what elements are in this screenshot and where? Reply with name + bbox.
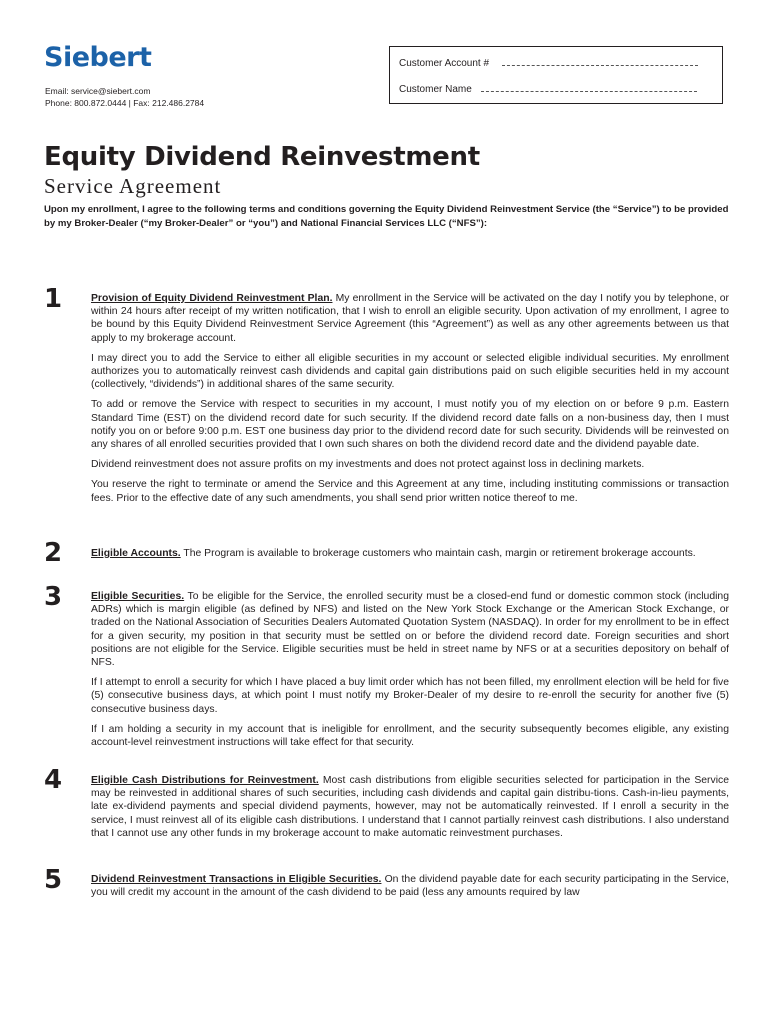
section-number-5: 5 — [44, 865, 63, 895]
section-paragraph: You reserve the right to terminate or amend the Service and this Agreement at any time, including instituting commissions or transaction fees. Prior to the effective date of any such amendments, you shall send prior written notice thereof to me. — [91, 479, 729, 504]
page-subtitle: Service Agreement — [44, 174, 222, 198]
section-text: My enrollment in the Service will be activated on the day I notify you by telephone, or within 24 hours after receipt of my written notification, that I wish to enroll an eligible security. Upon activation of my enrollment, I agree to be bound by this Equity Dividend Reinvestment Service Agreement (this “Agreement”) as well as any other agreements between us that apply to my brokerage account. — [91, 293, 729, 344]
section-paragraph: I may direct you to add the Service to either all eligible securities in my account or selected eligible individual securities. My enrollment authorizes you to automatically reinvest cash dividends and capital gain distributions paid on such eligible securities held in my account (collectively, “dividends”) in additional shares of the same security. — [91, 352, 729, 391]
section-paragraph: If I attempt to enroll a security for which I have placed a buy limit order which has not been filled, my enrollment election will be held for five (5) consecutive business days, at which point I must notify my Broker-Dealer of my desire to re-enroll the security for another five (5) consecutive business days. — [91, 677, 729, 715]
section-paragraph: If I am holding a security in my account that is ineligible for enrollment, and the security subsequently becomes eligible, any existing account-level reinvestment instructions will take effect for that security. — [91, 723, 729, 749]
contact-email: Email: service@siebert.com — [45, 86, 151, 96]
section-paragraph — [91, 774, 729, 840]
section-4 — [91, 774, 729, 847]
customer-name-row — [399, 84, 697, 95]
section-paragraph: To add or remove the Service with respect to securities in my account, I must notify you of my election on or before 9 p.m. Eastern Standard Time (EST) on the dividend record date for such security. If the dividend record date falls on a non-business day, then I must notify you on or before 9:00 p.m. EST one business day prior to the dividend record date for such security. Dividends will be reinvested on any shares of all enrolled securities provided that I own such shares on both the dividend record date and the dividend payable date. — [91, 399, 729, 451]
contact-phone: Phone: 800.872.0444 | Fax: 212.486.2784 — [45, 98, 205, 108]
customer-account-row — [399, 58, 698, 69]
section-paragraph — [91, 547, 729, 560]
siebert-logo: Siebert — [44, 42, 152, 73]
section-number-3: 3 — [44, 582, 63, 612]
section-number-4: 4 — [44, 765, 63, 795]
contact-info — [45, 85, 204, 109]
section-paragraph — [91, 292, 729, 345]
section-heading: Dividend Reinvestment Transactions in Eligible Securities. — [91, 874, 382, 885]
section-paragraph: Dividend reinvestment does not assure profits on my investments and does not protect against loss in declining markets. — [91, 459, 645, 471]
section-heading: Eligible Cash Distributions for Reinvestment. — [91, 775, 319, 786]
customer-account-label: Customer Account # — [399, 58, 490, 69]
section-number-2: 2 — [44, 538, 63, 568]
customer-account-field[interactable] — [502, 65, 698, 66]
section-heading: Eligible Accounts. — [91, 548, 181, 559]
section-text: On the dividend payable date for each security participating in the Service, you will credit my account in the amount of the cash dividend to be paid (less any amounts required by law — [91, 874, 730, 899]
customer-name-label: Customer Name — [399, 84, 472, 95]
section-text: The Program is available to brokerage customers who maintain cash, margin or retirement brokerage accounts. — [183, 548, 696, 559]
section-1 — [91, 292, 729, 512]
customer-account-box — [389, 46, 723, 104]
section-heading: Provision of Equity Dividend Reinvestment Plan. — [91, 293, 333, 304]
intro-text: Upon my enrollment, I agree to the following terms and conditions governing the Equity Dividend Reinvestment Service (the “Service”) to be provided by my Broker-Dealer (“my Broker-Dealer” or “you”) and National Financial Services LLC (“NFS”): — [44, 204, 729, 229]
section-5 — [91, 873, 729, 906]
page-title: Equity Dividend Reinvestment — [44, 142, 480, 172]
section-2 — [91, 547, 729, 567]
customer-name-field[interactable] — [481, 91, 697, 92]
section-paragraph — [91, 590, 729, 669]
section-number-1: 1 — [44, 284, 63, 314]
section-text: To be eligible for the Service, the enrolled security must be a closed-end fund or domestic common stock (including ADRs) which is margin eligible (as defined by NFS) and listed on the New York Stock Exchange or the American Stock Exchange, or traded on the National Association of Securities Dealers Automated Quotation System (NASDAQ). In order for my enrollment to be in effect for a given security, my position in that security must be settled on or before the dividend record date. Foreign securities and short positions are not eligible for the Service. Eligible securities must be held in street name by NFS or at a securities depository on behalf of NFS. — [91, 591, 729, 669]
section-paragraph — [91, 873, 729, 899]
section-text: Most cash distributions from eligible securities selected for participation in the Service may be reinvested in additional shares of such securities, including cash dividends and capital gain distribu-tions. Cash-in-lieu payments, late ex-dividend payments and special dividend payments, however, may not be automatically reinvested. If I enroll a security in the service, I must reinvest all of its eligible cash distributions. I understand that I cannot partially reinvest cash distributions. I also understand that I cannot use any other funds in my brokerage account to make automatic reinvestment purchases. — [91, 775, 730, 839]
section-heading: Eligible Securities. — [91, 591, 185, 602]
section-3 — [91, 590, 729, 756]
